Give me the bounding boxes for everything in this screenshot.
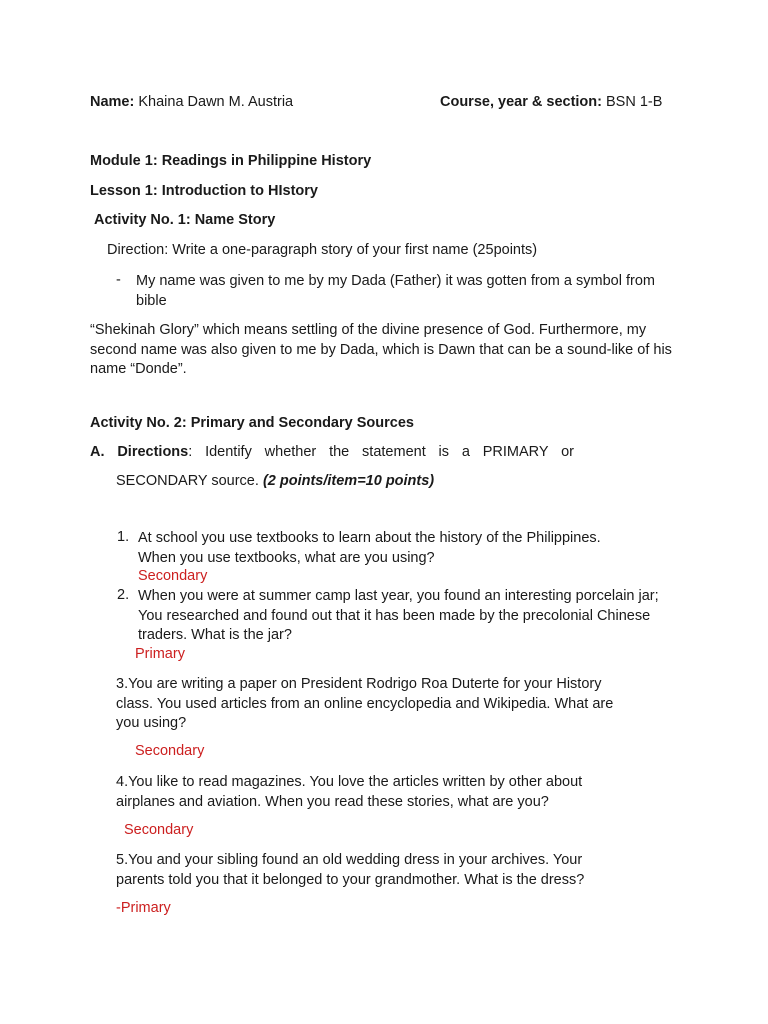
item-answer: Secondary <box>135 743 205 759</box>
name-value: Khaina Dawn M. Austria <box>138 94 294 110</box>
directions-line2-text: SECONDARY source. <box>116 473 263 489</box>
item-number: 4. <box>116 774 129 790</box>
item-number: 3. <box>116 676 129 692</box>
activity2-title: Activity No. 2: Primary and Secondary Sources <box>90 415 414 431</box>
item-question-text: You and your sibling found an old wedding dress in your archives. Your parents told you that it belonged to your grandmother. What is the dress? <box>116 852 585 888</box>
item-question <box>116 773 616 812</box>
points-note: (2 points/item=10 points) <box>262 473 435 489</box>
activity1-direction: Direction: Write a one-paragraph story of your first name (25points) <box>107 242 538 258</box>
item-question <box>116 851 616 890</box>
item-answer: Secondary <box>124 822 194 838</box>
directions-text: : Identify whether the statement is a PRIMARY or <box>188 444 574 460</box>
course-value: BSN 1-B <box>606 94 663 110</box>
activity1-title: Activity No. 1: Name Story <box>94 212 276 228</box>
bullet-text: My name was given to me by my Dada (Father) it was gotten from a symbol from bible <box>136 273 655 309</box>
item-number: 1. <box>117 529 130 545</box>
directions-line2 <box>116 473 434 489</box>
item-question <box>116 675 638 734</box>
lesson-title: Lesson 1: Introduction to HIstory <box>90 183 318 199</box>
item-number: 5. <box>116 852 129 868</box>
module-title: Module 1: Readings in Philippine History <box>90 153 372 169</box>
item-question-text: You like to read magazines. You love the articles written by other about airplanes and aviation. When you read these stories, what are you? <box>116 774 583 810</box>
name-story-paragraph: “Shekinah Glory” which means settling of the divine presence of God. Furthermore, my second name was also given to me by Dada, which is Dawn that can be a sound-like of his name “Donde”. <box>90 322 672 377</box>
directions-label: A. Directions <box>90 444 189 460</box>
item-question-text: You are writing a paper on President Rodrigo Roa Duterte for your History class. You used articles from an online encyclopedia and Wikipedia. What are you using? <box>116 676 614 731</box>
item-answer: Primary <box>135 646 185 662</box>
course-line <box>440 94 662 110</box>
item-question: At school you use textbooks to learn about the history of the Philippines. When you use textbooks, what are you using? <box>138 530 601 566</box>
course-label: Course, year & section: <box>440 94 602 110</box>
bullet-dash: - <box>116 272 121 288</box>
name-label: Name: <box>90 94 135 110</box>
directions-line1 <box>90 443 574 463</box>
name-line <box>90 94 293 110</box>
item-answer: -Primary <box>116 900 171 916</box>
item-question: When you were at summer camp last year, you found an interesting porcelain jar; You researched and found out that it has been made by the precolonial Chinese traders. What is the jar? <box>138 588 659 643</box>
item-number: 2. <box>117 587 130 603</box>
item-answer: Secondary <box>138 568 208 584</box>
